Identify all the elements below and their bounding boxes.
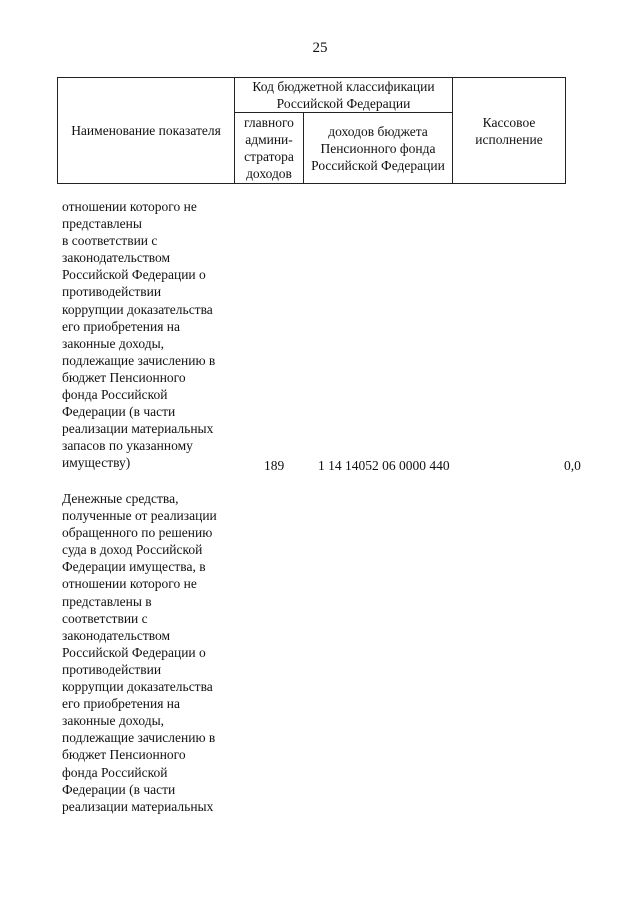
row-2-line: законодательством <box>62 627 171 643</box>
row-2-line: полученные от реализации <box>62 508 217 524</box>
row-2-line: Российской Федерации о <box>62 644 206 660</box>
row-2-line: суда в доход Российской <box>62 542 203 558</box>
row-2-line: обращенного по решению <box>62 525 213 541</box>
row-1-revenue-code: 1 14 14052 06 0000 440 <box>318 458 450 473</box>
row-1-line: представлены <box>62 216 142 232</box>
row-2-line: Федерации (в части <box>62 781 176 797</box>
row-1-line: фонда Российской <box>62 387 168 403</box>
page-number: 25 <box>312 40 328 56</box>
row-1-name <box>62 198 246 472</box>
row-2-line: отношении которого не <box>62 576 197 592</box>
row-1-admin-code: 189 <box>264 458 285 473</box>
header-exec-column: Кассовое исполнение <box>453 78 566 184</box>
row-2-line: коррупции доказательства <box>62 679 213 695</box>
row-1-line: бюджет Пенсионного <box>62 369 186 385</box>
row-1-line: в соответствии с <box>62 233 158 249</box>
header-revenue-column: доходов бюджета Пенсионного фонда Российской Федерации <box>304 113 453 184</box>
row-2-line: реализации материальных <box>62 798 214 814</box>
header-code-group: Код бюджетной классификации Российской Федерации <box>235 78 453 113</box>
row-2-line: противодействии <box>62 661 162 677</box>
row-2-line: законные доходы, <box>62 713 165 729</box>
row-1-line: Российской Федерации о <box>62 267 206 283</box>
row-1-line: отношении которого не <box>62 199 197 214</box>
header-admin-column: главного админи-стратора доходов <box>235 113 304 184</box>
row-1-line: его приобретения на <box>62 318 181 334</box>
row-2-line: бюджет Пенсионного <box>62 747 186 763</box>
row-2-line: фонда Российской <box>62 764 168 780</box>
row-2-line: Федерации имущества, в <box>62 559 206 575</box>
row-1-line: подлежащие зачислению в <box>62 352 216 368</box>
row-1-line: законодательством <box>62 250 171 266</box>
row-1-amount: 0,0 <box>564 458 581 473</box>
table-header <box>57 77 566 184</box>
row-2-name <box>62 490 246 815</box>
header-name-column: Наименование показателя <box>58 78 235 184</box>
row-1-line: имуществу) <box>62 455 131 471</box>
row-2-line: соответствии с <box>62 610 148 626</box>
row-2-line: его приобретения на <box>62 696 181 712</box>
row-1-line: запасов по указанному <box>62 438 193 454</box>
row-1-line: коррупции доказательства <box>62 301 213 317</box>
row-2-line: представлены в <box>62 593 152 609</box>
row-1-line: противодействии <box>62 284 162 300</box>
row-1-line: Федерации (в части <box>62 404 176 420</box>
row-2-line: подлежащие зачислению в <box>62 730 216 746</box>
row-1-line: законные доходы, <box>62 335 165 351</box>
row-2-line: Денежные средства, <box>62 491 179 506</box>
row-1-line: реализации материальных <box>62 421 214 437</box>
